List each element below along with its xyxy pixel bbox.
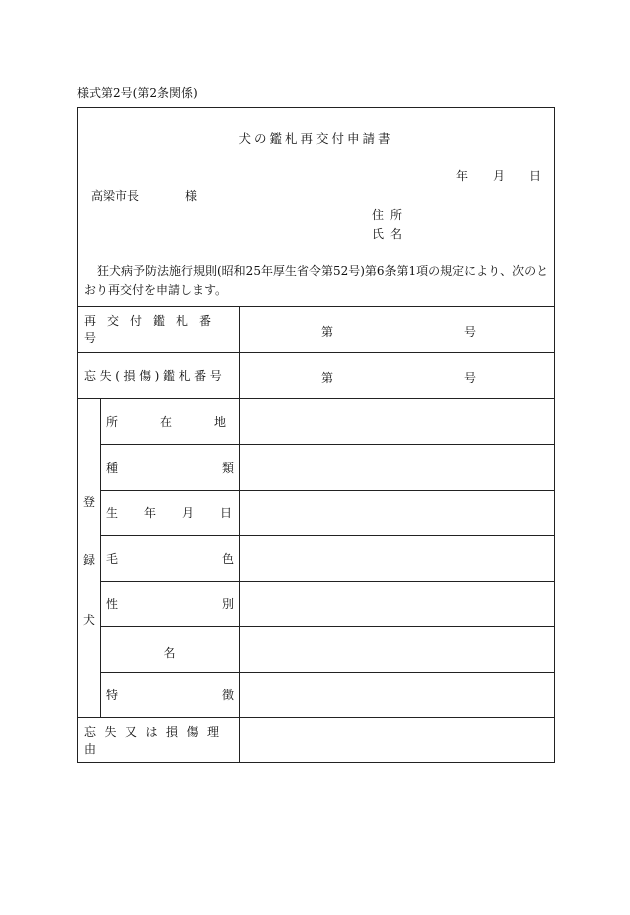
registered-dog-char-1: 登 bbox=[82, 495, 95, 509]
addressee-name: 高梁市長 bbox=[91, 189, 140, 203]
coat-color-text: 毛色 bbox=[106, 551, 339, 566]
application-statement: 狂犬病予防法施行規則(昭和25年厚生省令第52号)第6条第1項の規定により、次のとおり再交付を申請します。 bbox=[84, 264, 549, 297]
sex-field[interactable] bbox=[240, 582, 553, 625]
location-field[interactable] bbox=[240, 399, 553, 443]
lost-tag-number-label bbox=[84, 352, 234, 398]
location-text: 所在地 bbox=[106, 414, 269, 429]
form-header bbox=[78, 108, 554, 306]
sex-text: 性別 bbox=[106, 597, 339, 611]
dog-name-field[interactable] bbox=[240, 627, 553, 671]
registered-dog-char-3: 犬 bbox=[82, 613, 95, 627]
coat-color-field[interactable] bbox=[240, 536, 553, 580]
registered-dog-char-2: 録 bbox=[82, 553, 95, 567]
form-number-label: 様式第2号(第2条関係) bbox=[77, 86, 198, 100]
date-year-label: 年 bbox=[456, 169, 469, 183]
lost-tag-number-text: 忘失(損傷)鑑札番号 bbox=[84, 368, 226, 383]
date-line bbox=[78, 167, 554, 183]
breed-text: 種類 bbox=[106, 460, 339, 475]
date-month-label: 月 bbox=[493, 169, 506, 183]
features-text: 特徴 bbox=[106, 688, 339, 702]
reason-field[interactable] bbox=[240, 718, 553, 762]
addressee-suffix: 様 bbox=[185, 189, 198, 203]
breed-label bbox=[106, 444, 339, 490]
reissue-tag-number-text: 再交付鑑札番号 bbox=[84, 314, 223, 345]
application-form bbox=[77, 107, 555, 763]
form-title: 犬の鑑札再交付申請書 bbox=[238, 131, 394, 146]
sex-label bbox=[106, 581, 339, 626]
addressee-line bbox=[91, 187, 197, 204]
coat-color-label bbox=[106, 535, 339, 581]
reason-label bbox=[84, 717, 234, 762]
reissue-dai-label: 第 bbox=[321, 325, 334, 339]
reason-text: 忘失又は損傷理由 bbox=[84, 724, 228, 756]
location-label bbox=[106, 398, 269, 444]
lost-go-label: 号 bbox=[464, 371, 477, 385]
birthdate-field[interactable] bbox=[240, 491, 553, 534]
birthdate-label bbox=[106, 490, 259, 535]
reissue-tag-number-label bbox=[84, 306, 234, 352]
features-label bbox=[106, 672, 339, 717]
breed-field[interactable] bbox=[240, 445, 553, 489]
lost-dai-label: 第 bbox=[321, 371, 334, 385]
applicant-name-label: 氏名 bbox=[372, 227, 409, 241]
date-day-label: 日 bbox=[529, 169, 542, 183]
dog-name-label: 名 bbox=[163, 646, 176, 660]
reissue-go-label: 号 bbox=[464, 325, 477, 339]
applicant-address-label: 住所 bbox=[372, 208, 409, 222]
birthdate-text: 生年月日 bbox=[106, 506, 259, 520]
features-field[interactable] bbox=[240, 673, 553, 716]
